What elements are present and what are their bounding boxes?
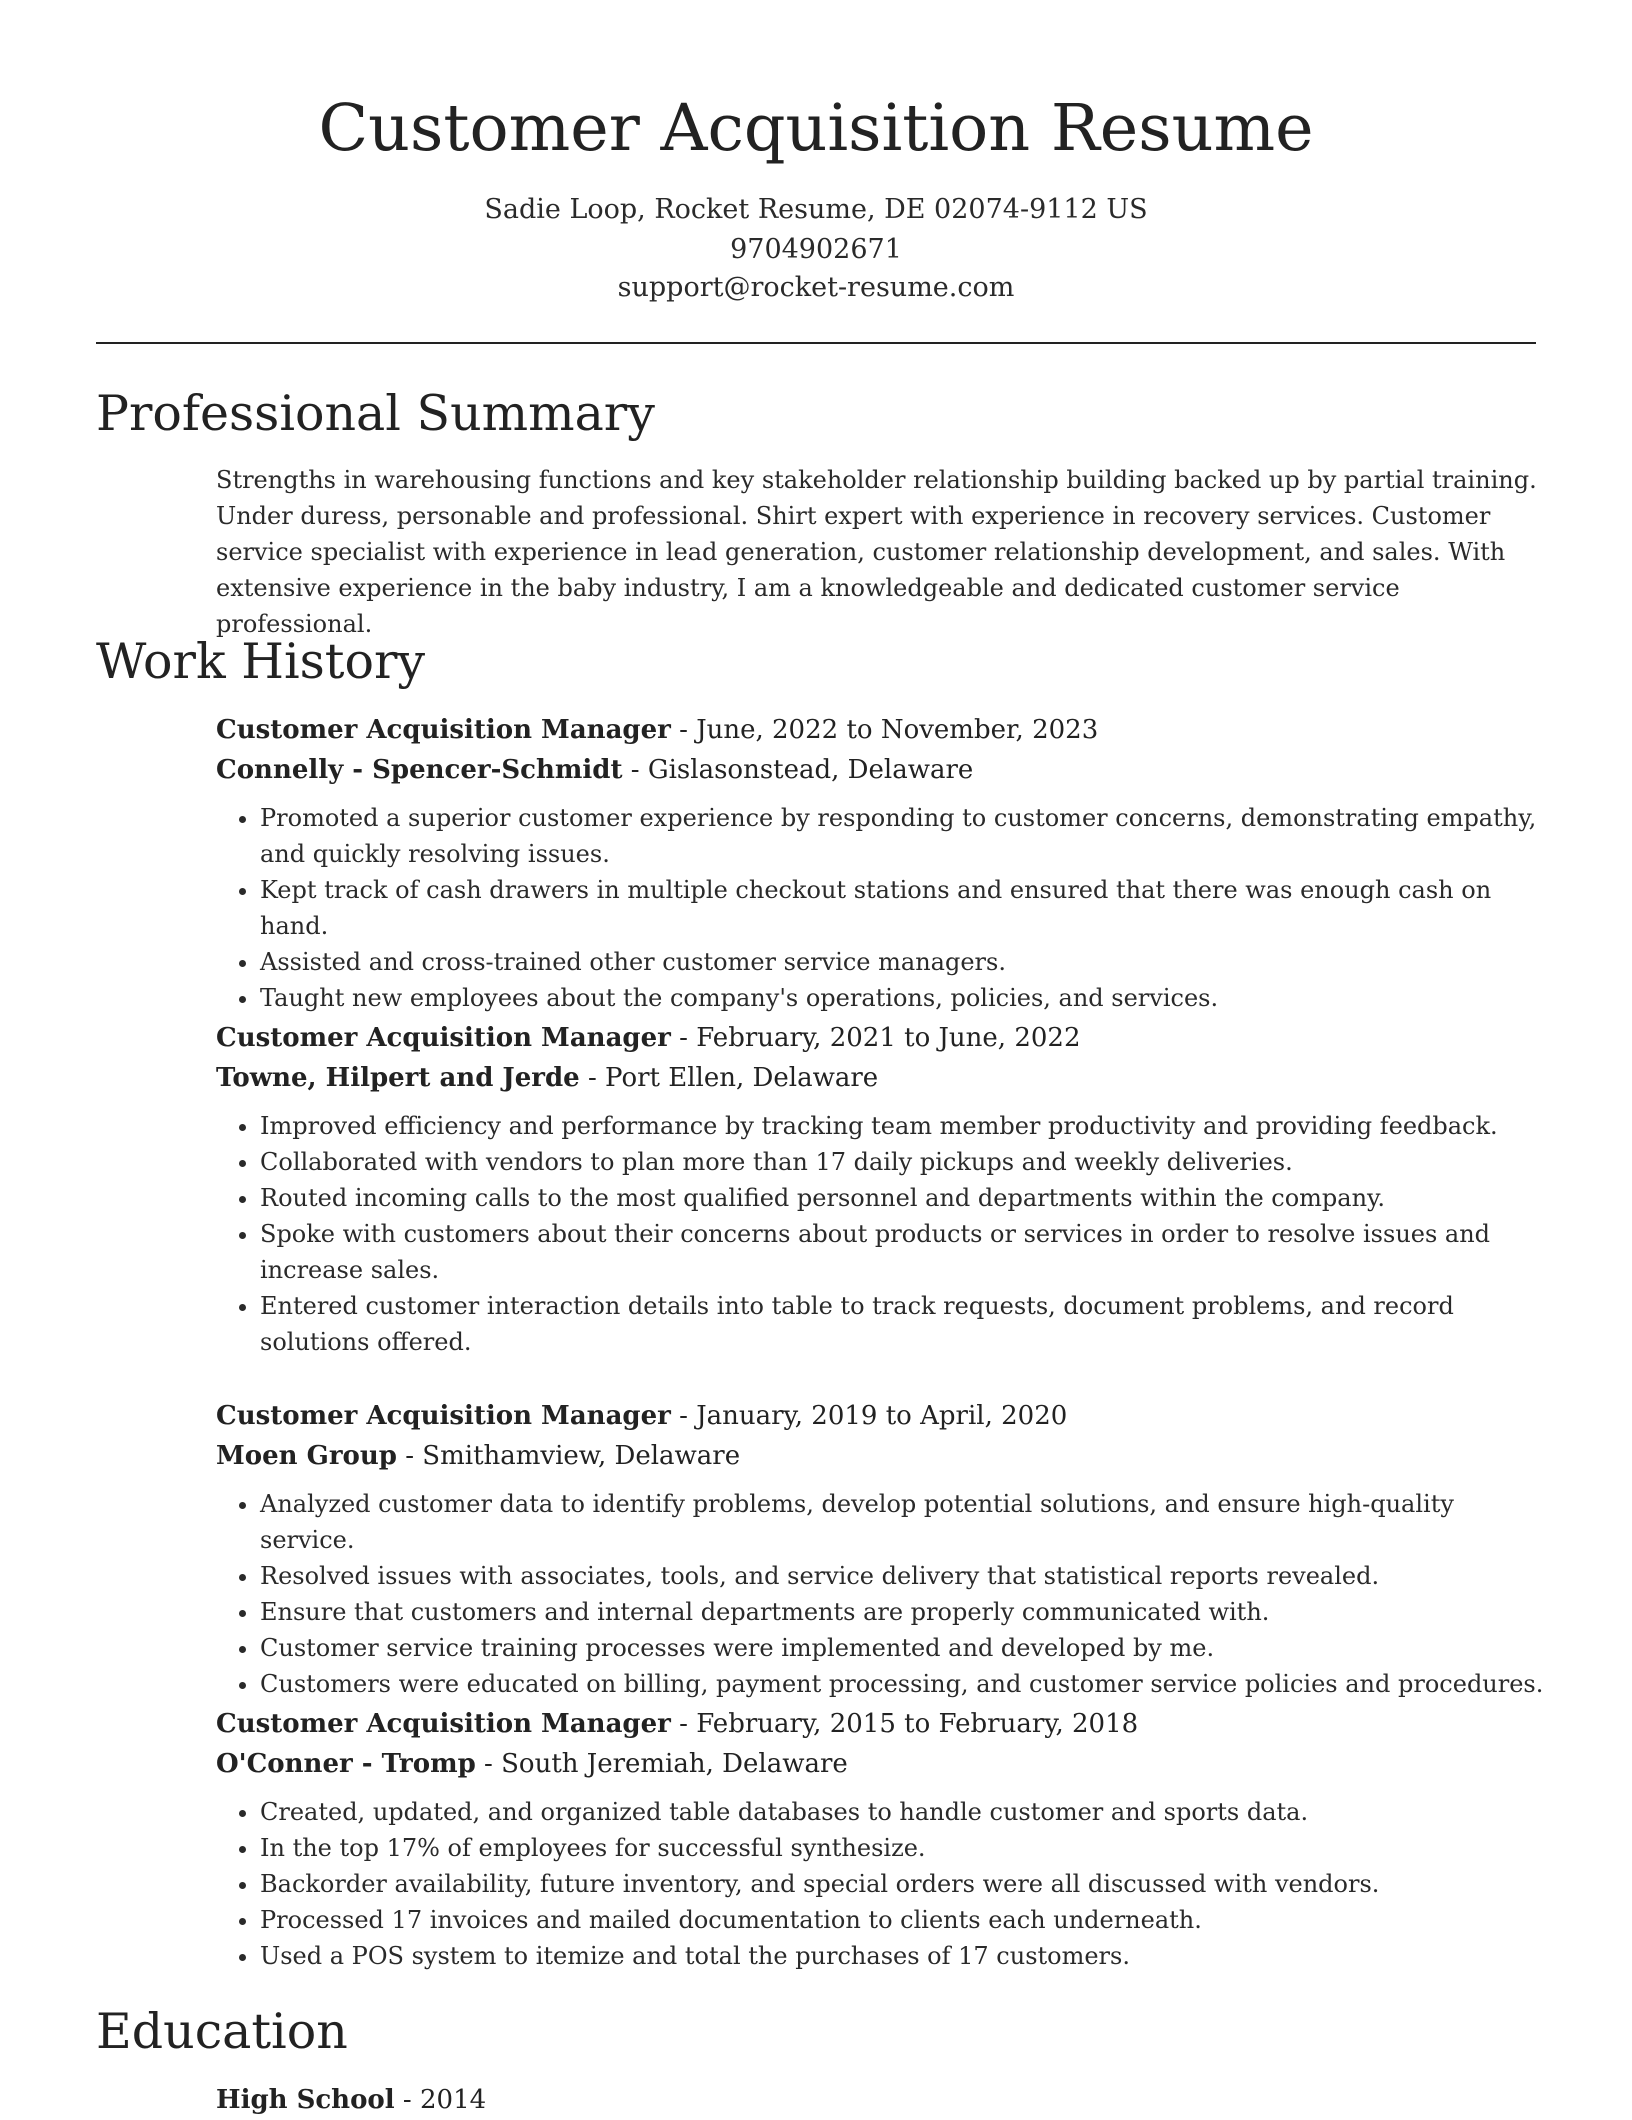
job-bullet: • Backorder availability, future inventory, and special orders were all discussed with vendors. (260, 1866, 1546, 1902)
job-company-line (216, 1744, 1546, 1784)
summary-heading: Professional Summary (96, 385, 655, 442)
contact-address: Sadie Loop, Rocket Resume, DE 02074-9112 US (484, 194, 1148, 225)
job-location: Port Ellen, Delaware (605, 1063, 879, 1093)
job-bullet: • Collaborated with vendors to plan more than 17 daily pickups and weekly deliveries. (260, 1144, 1546, 1180)
job-dates: February, 2015 to February, 2018 (696, 1709, 1139, 1739)
job-company: Moen Group (216, 1441, 397, 1471)
job-company-line (216, 1436, 1546, 1476)
separator: - (396, 1441, 423, 1471)
job-company: Towne, Hilpert and Jerde (216, 1063, 580, 1093)
job-bullet: • Ensure that customers and internal departments are properly communicated with. (260, 1594, 1546, 1630)
job-entry (216, 1704, 1546, 1974)
job-company: Connelly - Spencer-Schmidt (216, 755, 623, 785)
job-bullet: • Customers were educated on billing, payment processing, and customer service policies and procedures. (260, 1666, 1546, 1702)
job-entry (216, 1018, 1546, 1360)
job-entry (216, 710, 1546, 1016)
separator: - (579, 1063, 606, 1093)
separator: - (670, 1709, 697, 1739)
header-divider (96, 342, 1536, 344)
education-line (216, 2080, 1546, 2120)
job-bullet: • Assisted and cross-trained other customer service managers. (260, 944, 1546, 980)
job-title: Customer Acquisition Manager (216, 1401, 671, 1431)
separator: - (475, 1749, 502, 1779)
job-company: O'Conner - Tromp (216, 1749, 476, 1779)
job-title-line (216, 1396, 1546, 1436)
job-dates: June, 2022 to November, 2023 (696, 715, 1099, 745)
resume-title: Customer Acquisition Resume (318, 91, 1314, 166)
job-bullets (216, 1486, 1546, 1702)
separator: - (622, 755, 648, 785)
job-dates: January, 2019 to April, 2020 (696, 1401, 1068, 1431)
job-bullet: • Taught new employees about the company's operations, policies, and services. (260, 980, 1546, 1016)
job-location: South Jeremiah, Delaware (501, 1749, 848, 1779)
job-bullet: • Spoke with customers about their concerns about products or services in order to resolve issues and increase sales. (260, 1216, 1546, 1288)
job-title: Customer Acquisition Manager (216, 1023, 671, 1053)
job-bullet: • Processed 17 invoices and mailed documentation to clients each underneath. (260, 1902, 1546, 1938)
education-degree: High School (216, 2085, 395, 2115)
job-bullet: • Improved efficiency and performance by tracking team member productivity and providing feedback. (260, 1108, 1546, 1144)
job-bullet: • Customer service training processes were implemented and developed by me. (260, 1630, 1546, 1666)
job-title-line (216, 1704, 1546, 1744)
job-title-line (216, 1018, 1546, 1058)
job-dates: February, 2021 to June, 2022 (696, 1023, 1081, 1053)
job-bullets (216, 1108, 1546, 1360)
separator: - (670, 1401, 697, 1431)
education-year: 2014 (419, 2085, 487, 2115)
contact-phone: 9704902671 (730, 234, 902, 265)
job-bullet: • Created, updated, and organized table databases to handle customer and sports data. (260, 1794, 1546, 1830)
job-company-line (216, 1058, 1546, 1098)
job-title-line (216, 710, 1546, 750)
job-bullet: • In the top 17% of employees for successful synthesize. (260, 1830, 1546, 1866)
job-location: Gislasonstead, Delaware (647, 755, 974, 785)
job-company-line (216, 750, 1546, 790)
job-bullet: • Used a POS system to itemize and total the purchases of 17 customers. (260, 1938, 1546, 1974)
job-bullet: • Entered customer interaction details into table to track requests, document problems, and record solutions offered. (260, 1288, 1546, 1360)
summary-text: Strengths in warehousing functions and key stakeholder relationship building backed up by partial training. Under duress, personable and professional. Shirt expert with experience in recovery services. Customer service specialist with experience in lead generation, customer relationship development, and sales. With extensive experience in the baby industry, I am a knowledgeable and dedicated customer service professional. (216, 466, 1537, 638)
separator: - (670, 1023, 697, 1053)
education-heading: Education (96, 2003, 348, 2060)
education-entry (216, 2080, 1546, 2120)
separator: - (394, 2085, 420, 2115)
work-history-heading: Work History (96, 633, 426, 690)
job-bullets (216, 800, 1546, 1016)
separator: - (670, 715, 697, 745)
job-bullets (216, 1794, 1546, 1974)
job-bullet: • Promoted a superior customer experience by responding to customer concerns, demonstrating empathy, and quickly resolving issues. (260, 800, 1546, 872)
job-title: Customer Acquisition Manager (216, 715, 671, 745)
job-entry (216, 1396, 1546, 1702)
contact-email: support@rocket-resume.com (617, 272, 1015, 303)
job-bullet: • Analyzed customer data to identify problems, develop potential solutions, and ensure high-quality service. (260, 1486, 1546, 1558)
job-bullet: • Routed incoming calls to the most qualified personnel and departments within the company. (260, 1180, 1546, 1216)
job-location: Smithamview, Delaware (422, 1441, 741, 1471)
job-bullet: • Resolved issues with associates, tools, and service delivery that statistical reports revealed. (260, 1558, 1546, 1594)
job-title: Customer Acquisition Manager (216, 1709, 671, 1739)
job-bullet: • Kept track of cash drawers in multiple checkout stations and ensured that there was enough cash on hand. (260, 872, 1546, 944)
